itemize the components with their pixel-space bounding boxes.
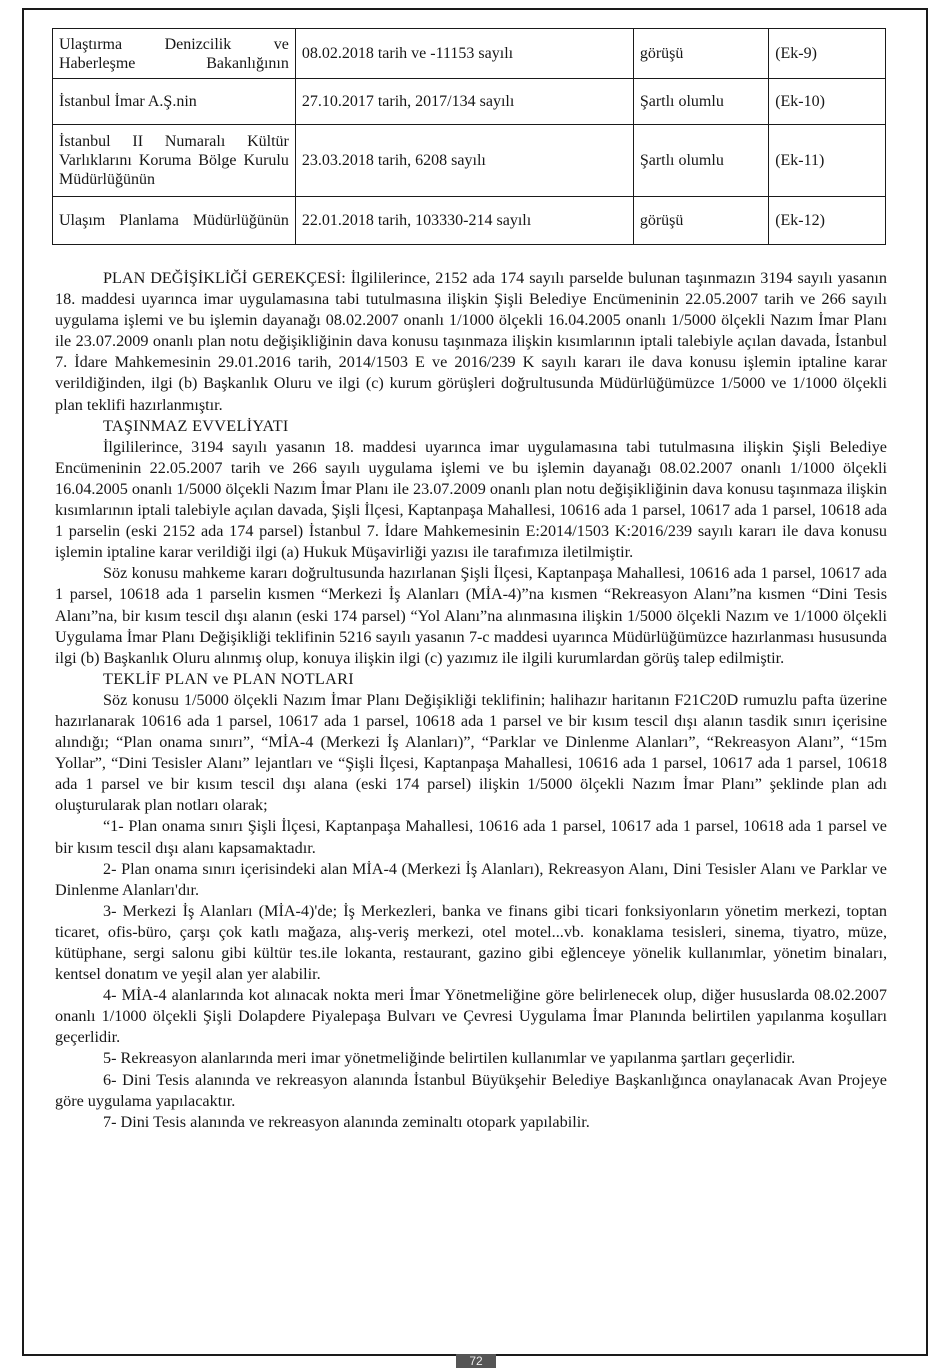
document-body [55,268,887,1133]
plan-note: 4- MİA-4 alanlarında kot alınacak nokta meri İmar Yönetmeliğine göre belirlenecek olup, diğer hususlarda 08.02.2007 onanlı 1/1000 ölçekli Şişli Dolapdere Piyalepaşa Bulvarı ve Çevresi Uygulama İmar Planında belirtilen yapılanma koşulları geçerlidir. [55,986,887,1047]
history-paragraph: İlgililerince, 3194 sayılı yasanın 18. maddesi uyarınca imar uygulamasına tabi tutulmasına ilişkin Şişli Belediye Encümeninin 22.05.2007 tarih ve 266 sayılı uygulama işlemi ve bu işlemin dayanağı 08.02.2007 onanlı 1/1000 ölçekli 16.04.2005 onanlı 1/5000 ölçekli Nazım İmar Planı ile 23.07.2009 onanlı plan notu değişikliğinin dava konusu taşınmaza ilişkin kısımlarının iptali talebiyle açılan davada, Şişli İlçesi, Kaptanpaşa Mahallesi, 10616 ada 1 parsel, 10617 ada 1 parsel, 10618 ada 1 parselin (eski 2152 ada 174 parsel) İstanbul 7. İdare Mahkemesinin E:2014/1503 K:2016/239 sayılı kararı ile dava konusu işlemin iptaline karar verildiği ilgi (a) Hukuk Müşavirliği yazısı ile tarafımıza iletilmiştir. [55,437,887,562]
history-paragraph: Söz konusu mahkeme kararı doğrultusunda hazırlanan Şişli İlçesi, Kaptanpaşa Mahallesi, 10616 ada 1 parsel, 10617 ada 1 parsel, 10618 ada 1 parselin kısmen “Merkezi İş Alanları (MİA-4)”na kısmen “Rekreasyon Alanı”na kısmen “Dini Tesis Alanı”na, bir kısım tescil dışı alanın (eski 174 parsel) “Yol Alanı”na alınmasına ilişkin 1/5000 ölçekli Nazım ve 1/1000 ölçekli Uygulama İmar Planı Değişikliği teklifinin 5216 sayılı yasanın 7-c maddesi uyarınca Müdürlüğümüzce hazırlanması hususunda ilgi (b) Başkanlık Oluru alınmış olup, konuya ilişkin ilgi (c) yazımız ile ilgili kurumlardan görüş talep edilmiştir. [55,564,887,667]
table-row [53,29,886,79]
history-heading: TAŞINMAZ EVVELİYATI [103,416,289,435]
opinion-cell: Şartlı olumlu [633,79,768,125]
annex-cell: (Ek-10) [769,79,886,125]
institution-cell: Ulaştırma Denizcilik ve Haberleşme Bakanlığının [53,29,296,79]
plan-note: 6- Dini Tesis alanında ve rekreasyon alanında İstanbul Büyükşehir Belediye Başkanlığınca onaylanacak Avan Projeye göre uygulama yapılacaktır. [55,1070,887,1110]
institution-cell: İstanbul İmar A.Ş.nin [53,79,296,125]
rationale-heading: PLAN DEĞİŞİKLİĞİ GEREKÇESİ: [103,269,346,287]
plan-note: 3- Merkezi İş Alanları (MİA-4)'de; İş Merkezleri, banka ve finans gibi ticari fonksiyonların yönetim merkezi, toptan ticaret, ofis-büro, çarşı çok katlı mağaza, alış-veriş merkezi, otel motel...vb. konaklama tesisleri, sinema, tiyatro, müze, kütüphane, sergi salonu gibi kültür tes.ile lokanta, restaurant, gazino gibi eğlenceye yönelik kullanımlar, yönetim binaları, kentsel donatım ve yeşil alan yer alabilir. [55,901,887,984]
date-reference-cell: 08.02.2018 tarih ve -11153 sayılı [295,29,633,79]
proposal-intro: Söz konusu 1/5000 ölçekli Nazım İmar Planı Değişikliği teklifinin; halihazır haritanın F21C20D rumuzlu pafta üzerine hazırlanarak 10616 ada 1 parsel, 10617 ada 1 parsel, 10618 ada 1 parsel ve bir kısım tescil dışı alanın tasdik sınırı içerisine alındığı; “Plan onama sınırı”, “MİA-4 (Merkezi İş Alanları)”, “Parklar ve Dinlenme Alanları”, “Rekreasyon Alanı”, “15m Yollar”, “Dini Tesisler Alanı” lejantları ve “Şişli İlçesi, Kaptanpaşa Mahallesi, 10616 ada 1 parsel, 10617 ada 1 parsel, 10618 ada 1 parsel ve bir kısım tescil dışı alana (eski 174 parsel) ilişkin 1/5000 ölçekli Nazım İmar Planı” şeklinde plan adı oluşturularak plan notları olarak; [55,690,887,815]
rationale-text: İlgililerince, 2152 ada 174 sayılı parselde bulunan taşınmazın 3194 sayılı yasanın 18. maddesi uyarınca imar uygulamasına tabi tutulmasına ilişkin Şişli Belediye Encümeninin 22.05.2007 tarih ve 266 sayılı uygulama işlemi ve bu işlemin dayanağı 08.02.2007 onanlı 1/1000 ölçekli 16.04.2005 onanlı 1/5000 ölçekli Nazım İmar Planı ile 23.07.2009 onanlı plan notu değişikliğinin dava konusu taşınmaza ilişkin kısımlarının iptali talebiyle açılan davada, İstanbul 7. İdare Mahkemesinin 29.01.2016 tarih, 2014/1503 E ve 2016/239 K sayılı kararı ile dava konusu işlemin iptaline karar verildiğinden, ilgi (b) Başkanlık Oluru ve ilgi (c) kurum görüşleri doğrultusunda Müdürlüğümüzce 1/5000 ve 1/1000 ölçekli plan teklifi hazırlanmıştır. [55,269,888,414]
plan-note: 7- Dini Tesis alanında ve rekreasyon alanında zeminaltı otopark yapılabilir. [103,1112,590,1131]
opinion-cell: görüşü [633,197,768,245]
institution-cell: İstanbul II Numaralı Kültür Varlıklarını Koruma Bölge Kurulu Müdürlüğünün [53,125,296,197]
date-reference-cell: 22.01.2018 tarih, 103330-214 sayılı [295,197,633,245]
table-row [53,197,886,245]
rationale-paragraph [55,268,887,416]
institution-cell: Ulaşım Planlama Müdürlüğünün [53,197,296,245]
annex-cell: (Ek-11) [769,125,886,197]
page-number: 72 [456,1354,496,1368]
plan-note: “1- Plan onama sınırı Şişli İlçesi, Kaptanpaşa Mahallesi, 10616 ada 1 parsel, 10617 ada 1 parsel, 10618 ada 1 parsel ve bir kısım tescil dışı alanı kapsamaktadır. [55,817,887,857]
opinion-cell: Şartlı olumlu [633,125,768,197]
approvals-table [52,28,886,245]
table-row [53,125,886,197]
date-reference-cell: 27.10.2017 tarih, 2017/134 sayılı [295,79,633,125]
table-row [53,79,886,125]
annex-cell: (Ek-9) [769,29,886,79]
plan-note: 2- Plan onama sınırı içerisindeki alan MİA-4 (Merkezi İş Alanları), Rekreasyon Alanı, Dini Tesisler Alanı ve Parklar ve Dinlenme Alanları'dır. [55,859,887,899]
opinion-cell: görüşü [633,29,768,79]
plan-note: 5- Rekreasyon alanlarında meri imar yönetmeliğinde belirtilen kullanımlar ve yapılanma şartları geçerlidir. [103,1049,796,1068]
proposal-heading: TEKLİF PLAN ve PLAN NOTLARI [103,669,354,688]
annex-cell: (Ek-12) [769,197,886,245]
date-reference-cell: 23.03.2018 tarih, 6208 sayılı [295,125,633,197]
